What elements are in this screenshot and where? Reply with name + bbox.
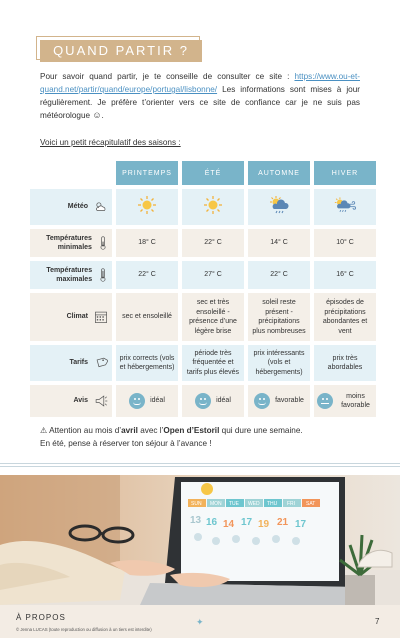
tmax-ete: 27° C <box>182 261 244 289</box>
smiley-icon: ☺ <box>92 110 102 120</box>
sun-icon <box>136 195 158 215</box>
tmin-automne: 14° C <box>248 229 310 257</box>
cal-day: SUN <box>191 501 202 507</box>
row-tarifs <box>30 345 376 381</box>
intro-paragraph <box>40 70 360 122</box>
weather-site-link[interactable]: https://www.ou-et-quand.net/partir/quand/europe/portugal/lisbonne/ <box>40 72 360 94</box>
section-title-box <box>40 40 202 62</box>
footer-title: À PROPOS <box>16 613 66 622</box>
intro-text-2: Les informations sont mises à jour régulièrement. Je préfère t’orienter vers ce site de confiance car je ne suis pas météorologue <box>40 85 360 120</box>
notice-block <box>40 424 370 450</box>
cal-day: SAT <box>306 501 316 507</box>
star-icon: ✦ <box>196 617 204 627</box>
row-label-tarifs: Tarifs <box>69 359 88 367</box>
meteo-ete <box>182 189 244 225</box>
avis-automne <box>251 393 307 409</box>
recap-heading: Voici un petit récapitulatif des saisons : <box>40 138 181 147</box>
megaphone-icon <box>94 394 108 408</box>
row-avis <box>30 385 376 417</box>
section-title: QUAND PARTIR ? <box>53 43 189 58</box>
cal-date: 17 <box>241 517 253 528</box>
cal-date: 17 <box>295 519 307 530</box>
weather-icon <box>94 200 108 214</box>
cal-day: TUE <box>229 501 239 507</box>
happy-face-icon <box>254 393 270 409</box>
climat-printemps: sec et ensoleillé <box>116 293 178 341</box>
neutral-face-icon <box>317 393 333 409</box>
warning-icon: ⚠ <box>40 426 48 435</box>
cal-day: MON <box>210 501 222 507</box>
tarifs-hiver: prix très abordables <box>314 345 376 381</box>
sun-cloud-rain-icon <box>268 195 290 215</box>
climat-ete: sec et très ensoleillé - présence d’une légère brise <box>182 293 244 341</box>
header-hiver: HIVER <box>314 161 376 185</box>
avis-text: favorable <box>275 397 304 405</box>
intro-text: Pour savoir quand partir, je te conseille de consulter ce site : <box>40 72 295 81</box>
tmax-printemps: 22° C <box>116 261 178 289</box>
avis-printemps <box>119 393 175 409</box>
header-automne: AUTOMNE <box>248 161 310 185</box>
row-label-avis: Avis <box>73 397 88 405</box>
thermometer-icon <box>98 268 108 282</box>
tmin-printemps: 18° C <box>116 229 178 257</box>
cal-date: 14 <box>223 519 235 530</box>
notice-bold-avril: avril <box>121 426 138 435</box>
avis-hiver <box>317 392 373 411</box>
avis-text: idéal <box>150 397 165 405</box>
price-tag-icon <box>94 356 108 370</box>
cal-date: 21 <box>277 517 289 528</box>
row-label-tmin: Températures minimales <box>46 234 92 251</box>
tarifs-printemps: prix corrects (vols et hébergements) <box>116 345 178 381</box>
cal-day: FRI <box>287 501 296 507</box>
page-number: 7 <box>375 617 380 626</box>
meteo-printemps <box>116 189 178 225</box>
tarifs-ete: période très fréquentée et tarifs plus élevés <box>182 345 244 381</box>
seasons-table <box>26 157 380 421</box>
row-label-climat: Climat <box>66 313 88 321</box>
avis-text: idéal <box>216 397 231 405</box>
notice-bold-open: Open d’Estoril <box>163 426 220 435</box>
empty-corner <box>30 161 112 185</box>
row-label-meteo: Météo <box>67 203 88 211</box>
happy-face-icon <box>195 393 211 409</box>
tarifs-automne: prix intéressants (vols et hébergements) <box>248 345 310 381</box>
row-meteo <box>30 189 376 225</box>
cal-day: WED <box>248 501 260 507</box>
avis-text: moins favorable <box>341 392 370 409</box>
cal-date: 19 <box>258 519 270 530</box>
notice-text: Attention au mois d’ <box>47 426 122 435</box>
cal-date: 13 <box>190 515 202 526</box>
meteo-hiver <box>314 189 376 225</box>
tmin-hiver: 10° C <box>314 229 376 257</box>
row-label-tmax: Températures maximales <box>46 266 93 283</box>
header-ete: ÉTÉ <box>182 161 244 185</box>
photo-illustration <box>0 475 400 605</box>
tmax-hiver: 16° C <box>314 261 376 289</box>
cal-day: THU <box>267 501 278 507</box>
cal-date: 16 <box>206 517 218 528</box>
thermometer-icon <box>98 236 108 250</box>
calendar-icon <box>94 310 108 324</box>
intro-end: . <box>101 111 104 120</box>
header-printemps: PRINTEMPS <box>116 161 178 185</box>
avis-ete <box>185 393 241 409</box>
tmax-automne: 22° C <box>248 261 310 289</box>
footer-copyright: © Jenna LUCAS (toute reproduction ou diffusion à un tiers est interdite) <box>16 627 152 632</box>
climat-automne: soleil reste présent - précipitations plus nombreuses <box>248 293 310 341</box>
row-tmin <box>30 229 376 257</box>
meteo-automne <box>248 189 310 225</box>
notice-line-2: En été, pense à réserver ton séjour à l’avance ! <box>40 439 212 448</box>
sun-icon <box>202 195 224 215</box>
notice-text: qui dure une semaine. <box>219 426 303 435</box>
laptop-photo <box>0 475 400 605</box>
notice-text: avec l’ <box>137 426 164 435</box>
row-tmax <box>30 261 376 289</box>
section-divider <box>0 463 400 467</box>
happy-face-icon <box>129 393 145 409</box>
sun-cloud-rain-wind-icon <box>334 195 356 215</box>
climat-hiver: épisodes de précipitations abondantes et vent <box>314 293 376 341</box>
row-climat <box>30 293 376 341</box>
tmin-ete: 22° C <box>182 229 244 257</box>
page-footer <box>0 605 400 638</box>
